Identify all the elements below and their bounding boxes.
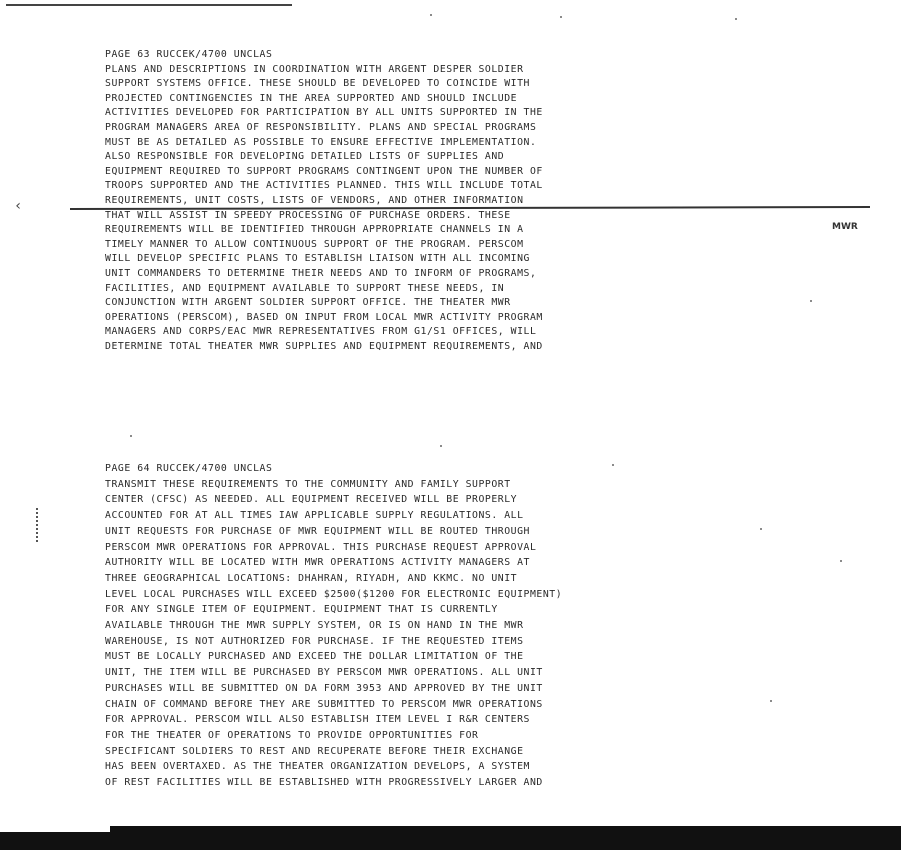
text-line: PLANS AND DESCRIPTIONS IN COORDINATION WITH ARGENT DESPER SOLDIER xyxy=(105,63,524,75)
text-line: AUTHORITY WILL BE LOCATED WITH MWR OPERATIONS ACTIVITY MANAGERS AT xyxy=(105,557,530,569)
text-line: ACCOUNTED FOR AT ALL TIMES IAW APPLICABLE SUPPLY REGULATIONS. ALL xyxy=(105,510,524,522)
text-line: OPERATIONS (PERSCOM), BASED ON INPUT FROM LOCAL MWR ACTIVITY PROGRAM xyxy=(105,311,543,323)
handwritten-stamp: MWR xyxy=(832,222,858,232)
text-line: FOR ANY SINGLE ITEM OF EQUIPMENT. EQUIPMENT THAT IS CURRENTLY xyxy=(105,604,498,616)
text-line: TROOPS SUPPORTED AND THE ACTIVITIES PLANNED. THIS WILL INCLUDE TOTAL xyxy=(105,180,543,192)
text-line: SUPPORT SYSTEMS OFFICE. THESE SHOULD BE DEVELOPED TO COINCIDE WITH xyxy=(105,78,530,90)
text-line: PROGRAM MANAGERS AREA OF RESPONSIBILITY. PLANS AND SPECIAL PROGRAMS xyxy=(105,121,537,133)
text-line: PERSCOM MWR OPERATIONS FOR APPROVAL. THIS PURCHASE REQUEST APPROVAL xyxy=(105,541,537,553)
text-line: THAT WILL ASSIST IN SPEEDY PROCESSING OF PURCHASE ORDERS. THESE xyxy=(105,209,511,221)
page-63-section xyxy=(105,48,710,354)
text-line: PROJECTED CONTINGENCIES IN THE AREA SUPPORTED AND SHOULD INCLUDE xyxy=(105,92,518,104)
text-line: WILL DEVELOP SPECIFIC PLANS TO ESTABLISH LIAISON WITH ALL INCOMING xyxy=(105,253,530,265)
text-line: WAREHOUSE, IS NOT AUTHORIZED FOR PURCHASE. IF THE REQUESTED ITEMS xyxy=(105,635,524,647)
text-line: FOR THE THEATER OF OPERATIONS TO PROVIDE OPPORTUNITIES FOR xyxy=(105,729,479,741)
scan-speck xyxy=(735,18,737,20)
scan-speck xyxy=(130,435,132,437)
scan-speck xyxy=(560,16,562,18)
text-line: REQUIREMENTS WILL BE IDENTIFIED THROUGH APPROPRIATE CHANNELS IN A xyxy=(105,224,524,236)
text-line: ALSO RESPONSIBLE FOR DEVELOPING DETAILED LISTS OF SUPPLIES AND xyxy=(105,151,505,163)
text-line: UNIT COMMANDERS TO DETERMINE THEIR NEEDS AND TO INFORM OF PROGRAMS, xyxy=(105,267,537,279)
page-header: PAGE 63 RUCCEK/4700 UNCLAS xyxy=(105,49,273,60)
scan-speck xyxy=(760,528,762,530)
text-line: CHAIN OF COMMAND BEFORE THEY ARE SUBMITTED TO PERSCOM MWR OPERATIONS xyxy=(105,698,543,710)
text-line: CENTER (CFSC) AS NEEDED. ALL EQUIPMENT RECEIVED WILL BE PROPERLY xyxy=(105,494,518,506)
text-line: TIMELY MANNER TO ALLOW CONTINUOUS SUPPORT OF THE PROGRAM. PERSCOM xyxy=(105,238,524,250)
scan-border-gap xyxy=(0,826,110,832)
scan-speck xyxy=(840,560,842,562)
page-header: PAGE 64 RUCCEK/4700 UNCLAS xyxy=(105,463,273,474)
text-line: MUST BE AS DETAILED AS POSSIBLE TO ENSURE EFFECTIVE IMPLEMENTATION. xyxy=(105,136,537,148)
text-line: EQUIPMENT REQUIRED TO SUPPORT PROGRAMS CONTINGENT UPON THE NUMBER OF xyxy=(105,165,543,177)
text-line: MANAGERS AND CORPS/EAC MWR REPRESENTATIVES FROM G1/S1 OFFICES, WILL xyxy=(105,326,537,338)
text-line: HAS BEEN OVERTAXED. AS THE THEATER ORGANIZATION DEVELOPS, A SYSTEM xyxy=(105,761,530,773)
text-line: FACILITIES, AND EQUIPMENT AVAILABLE TO SUPPORT THESE NEEDS, IN xyxy=(105,282,505,294)
text-line: REQUIREMENTS, UNIT COSTS, LISTS OF VENDORS, AND OTHER INFORMATION xyxy=(105,194,524,206)
text-line: OF REST FACILITIES WILL BE ESTABLISHED WITH PROGRESSIVELY LARGER AND xyxy=(105,777,543,789)
scan-speck xyxy=(612,464,614,466)
text-line: AVAILABLE THROUGH THE MWR SUPPLY SYSTEM, OR IS ON HAND IN THE MWR xyxy=(105,620,524,632)
scan-border-bottom xyxy=(0,826,901,850)
text-line: FOR APPROVAL. PERSCOM WILL ALSO ESTABLISH ITEM LEVEL I R&R CENTERS xyxy=(105,714,530,726)
text-line: UNIT REQUESTS FOR PURCHASE OF MWR EQUIPMENT WILL BE ROUTED THROUGH xyxy=(105,525,530,537)
text-line: THREE GEOGRAPHICAL LOCATIONS: DHAHRAN, RIYADH, AND KKMC. NO UNIT xyxy=(105,572,518,584)
text-line: TRANSMIT THESE REQUIREMENTS TO THE COMMUNITY AND FAMILY SUPPORT xyxy=(105,478,511,490)
text-line: UNIT, THE ITEM WILL BE PURCHASED BY PERSCOM MWR OPERATIONS. ALL UNIT xyxy=(105,667,543,679)
scan-speck xyxy=(810,300,812,302)
text-line: SPECIFICANT SOLDIERS TO REST AND RECUPERATE BEFORE THEIR EXCHANGE xyxy=(105,745,524,757)
text-line: PURCHASES WILL BE SUBMITTED ON DA FORM 3953 AND APPROVED BY THE UNIT xyxy=(105,682,543,694)
page-64-section xyxy=(105,461,710,791)
margin-dots xyxy=(36,508,41,542)
text-line: LEVEL LOCAL PURCHASES WILL EXCEED $2500($1200 FOR ELECTRONIC EQUIPMENT) xyxy=(105,588,563,600)
scan-speck xyxy=(430,14,432,16)
top-rule xyxy=(6,4,292,6)
scan-speck xyxy=(770,700,772,702)
text-line: DETERMINE TOTAL THEATER MWR SUPPLIES AND EQUIPMENT REQUIREMENTS, AND xyxy=(105,340,543,352)
text-line: CONJUNCTION WITH ARGENT SOLDIER SUPPORT OFFICE. THE THEATER MWR xyxy=(105,297,511,309)
text-line: ACTIVITIES DEVELOPED FOR PARTICIPATION BY ALL UNITS SUPPORTED IN THE xyxy=(105,107,543,119)
text-line: MUST BE LOCALLY PURCHASED AND EXCEED THE DOLLAR LIMITATION OF THE xyxy=(105,651,524,663)
scan-speck xyxy=(440,445,442,447)
margin-mark: ‹ xyxy=(14,198,23,214)
